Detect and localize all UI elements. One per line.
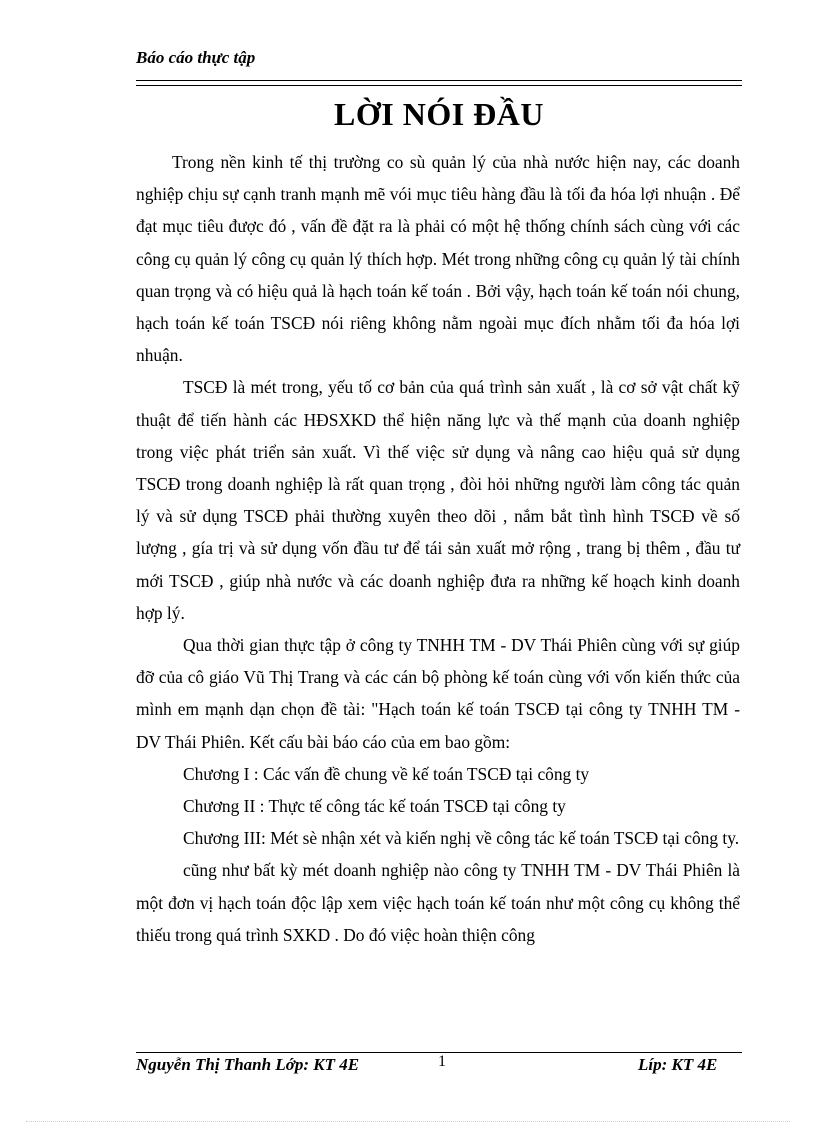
chapter-2-line: Chương II : Thực tế công tác kế toán TSCĐ tại công ty bbox=[183, 796, 566, 817]
page-heading: LỜI NÓI ĐẦU bbox=[334, 96, 544, 132]
body-text bbox=[136, 146, 740, 951]
header-rule-thick bbox=[136, 80, 742, 81]
header-title: Báo cáo thực tập bbox=[136, 48, 256, 67]
paragraph-internship: Qua thời gian thực tập ở công ty TNHH TM - DV Thái Phiên cùng với sự giúp đỡ của cô giáo Vũ Thị Trang và các cán bộ phòng kế toán cùng với vốn kiến thức của mình em mạnh dạn chọn đề tài: "Hạch toán kế toán TSCĐ tại công ty TNHH TM - DV Thái Phiên. Kết cấu bài báo cáo của em bao gồm: bbox=[136, 635, 740, 752]
chapter-3-line: Chương III: Mét sè nhận xét và kiến nghị về công tác kế toán TSCĐ tại công ty. bbox=[183, 828, 740, 849]
paragraph-intro: Trong nền kinh tế thị trường co sù quản lý của nhà nước hiện nay, các doanh nghiệp chịu sự cạnh tranh mạnh mẽ vói mục tiêu hàng đầu là tối đa hóa lợi nhuận . Để đạt mục tiêu được đó , vấn đề đặt ra là phải có một hệ thống chính sách cùng với các công cụ quản lý công cụ quản lý thích hợp. Mét trong những công cụ quản lý tài chính quan trọng và có hiệu quả là hạch toán kế toán . Bởi vậy, hạch toán kế toán nói chung, hạch toán kế toán TSCĐ nói riêng không nằm ngoài mục đích nhằm tối đa hóa lợi nhuận. bbox=[136, 152, 740, 366]
chapter-1-line: Chương I : Các vấn đề chung về kế toán TSCĐ tại công ty bbox=[183, 763, 590, 784]
paragraph-closing: cũng như bất kỳ mét doanh nghiệp nào công ty TNHH TM - DV Thái Phiên là một đơn vị hạch toán độc lập xem việc hạch toán kế toán như một công cụ không thể thiếu trong quá trình SXKD . Do đó việc hoàn thiện công bbox=[136, 860, 740, 945]
page-number: 1 bbox=[438, 1053, 446, 1070]
header-rule-thin bbox=[136, 85, 742, 86]
footer-author: Nguyễn Thị Thanh Lớp: KT 4E bbox=[136, 1055, 360, 1074]
page-edge-divider bbox=[26, 1121, 790, 1122]
paragraph-tscd: TSCĐ là mét trong, yếu tố cơ bản của quá trình sản xuất , là cơ sở vật chất kỹ thuật để tiến hành các HĐSXKD thể hiện năng lực và thế mạnh của doanh nghiệp trong việc phát triển sản xuất. Vì thế việc sử dụng và nâng cao hiệu quả sử dụng TSCĐ trong doanh nghiệp là rất quan trọng , đòi hỏi những người làm công tác quản lý và sử dụng TSCĐ phải thường xuyên theo dõi , nắm bắt tình hình TSCĐ về số lượng , gía trị và sử dụng vốn đầu tư để tái sản xuất mở rộng , trang bị thêm , đầu tư mới TSCĐ , giúp nhà nước và các doanh nghiệp đưa ra những kế hoạch kinh doanh hợp lý. bbox=[136, 377, 740, 623]
footer-class: Líp: KT 4E bbox=[638, 1055, 718, 1074]
